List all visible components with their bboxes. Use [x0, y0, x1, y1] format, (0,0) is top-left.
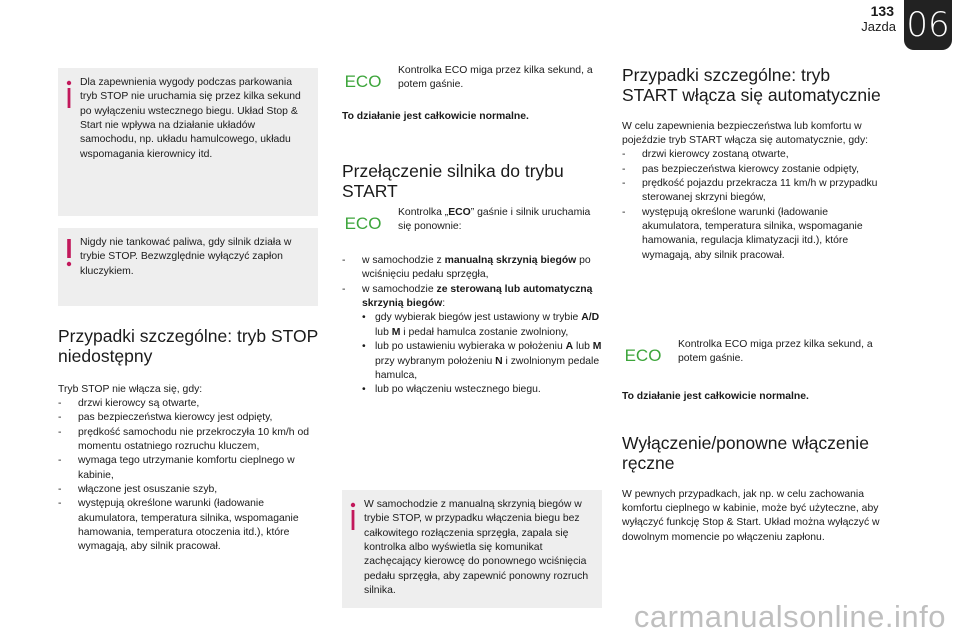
section-start-mode	[342, 162, 604, 202]
list-item: - prędkość pojazdu przekracza 11 km/h w przypadku sterowanej skrzyni biegów,	[622, 177, 884, 206]
manual-toggle-heading: Wyłączenie/ponowne włączenie ręczne	[622, 433, 869, 473]
svg-text:ECO: ECO	[624, 346, 662, 365]
list-item: - wymaga tego utrzymanie komfortu cieplnego w kabinie,	[58, 454, 320, 483]
eco-indicator-icon	[342, 212, 384, 234]
warning-box-refuel	[58, 228, 318, 306]
normal-operation-note: To działanie jest całkowicie normalne.	[342, 111, 529, 122]
svg-text:ECO: ECO	[344, 214, 382, 233]
eco-blink-text: Kontrolka ECO miga przez kilka sekund, a potem gaśnie.	[678, 339, 873, 365]
list-item: - występują określone warunki (ładowanie akumulatora, temperatura silnika, wspomaganie hamowania, regulacja klimatyzacji itd.), które wymagają, aby silnik pracował.	[622, 206, 884, 263]
start-automatic-intro: W celu zapewnienia bezpieczeństwa lub komfortu w pojeździe tryb START włącza się automatycznie, gdy:	[622, 120, 869, 146]
svg-text:ECO: ECO	[344, 72, 382, 91]
chapter-tab: 06	[904, 0, 952, 50]
stop-intro: Tryb STOP nie włącza się, gdy:	[58, 383, 203, 395]
start-conditions-list	[342, 254, 604, 398]
auto-gearbox-list	[362, 311, 604, 397]
manual-toggle-text: W pewnych przypadkach, jak np. w celu zachowania komfortu cieplnego w kabinie, może być użyteczne, aby wyłączyć funkcję Stop & Start. Układ można wyłączyć w dowolnym momencie po włączeniu zapłonu.	[622, 488, 880, 543]
section-start-automatic	[622, 66, 884, 263]
list-item: - w samochodzie ze sterowaną lub automatyczną skrzynią biegów: • gdy wybierak biegów jest ustawiony w trybie A/D lub M i pedał hamulca zostanie zwolniony, • lub po ustawieniu wybieraka w położeniu A lub M przy wybranym położeniu N i zwolnionym pedale hamulca, • lub po włączeniu wstecznego biegu.	[342, 283, 604, 398]
list-item: - włączone jest osuszanie szyb,	[58, 483, 320, 497]
start-conditions	[342, 254, 604, 398]
section-stop-unavailable	[58, 327, 320, 555]
watermark: carmanualsonline.info	[633, 599, 946, 634]
chapter-label: Jazda	[861, 19, 896, 34]
start-automatic-heading: Przypadki szczególne: tryb START włącza się automatycznie	[622, 65, 881, 105]
list-item: - pas bezpieczeństwa kierowcy zostanie odpięty,	[622, 163, 884, 177]
start-automatic-list	[622, 148, 884, 263]
eco-indicator-off	[342, 206, 604, 240]
warning-icon	[62, 236, 76, 268]
warning-box-text: Nigdy nie tankować paliwa, gdy silnik działa w trybie STOP. Bezwzględnie wyłączyć zapłon kluczykiem.	[80, 237, 292, 277]
eco-off-text: Kontrolka „ECO” gaśnie i silnik uruchamia się ponownie:	[398, 207, 591, 233]
list-item: - występują określone warunki (ładowanie akumulatora, temperatura silnika, wspomaganie hamowania, temperatura otoczenia itd.), które wymagają, aby silnik pracował.	[58, 497, 320, 554]
info-box-manual-gearbox	[342, 490, 602, 608]
info-icon	[62, 78, 76, 110]
list-item: • lub po włączeniu wstecznego biegu.	[362, 383, 604, 397]
info-box-text: W samochodzie z manualną skrzynią biegów w trybie STOP, w przypadku włączenia biegu bez całkowitego rozłączenia sprzęgła, zapala się kontrolka albo wyświetla się komunikat zachęcający kierowcę do ponownego wciśnięcia pedału sprzęgła, aby zapewnić ponowny rozruch silnika.	[364, 499, 589, 597]
eco-indicator-blink	[342, 64, 604, 104]
start-mode-heading: Przełączenie silnika do trybu START	[342, 161, 564, 201]
list-item: - w samochodzie z manualną skrzynią biegów po wciśnięciu pedału sprzęgła,	[342, 254, 604, 283]
list-item: - drzwi kierowcy są otwarte,	[58, 397, 320, 411]
stop-unavailable-heading: Przypadki szczególne: tryb STOP niedostępny	[58, 326, 319, 366]
info-box-parking	[58, 68, 318, 216]
info-box-text: Dla zapewnienia wygody podczas parkowania tryb STOP nie uruchamia się przez kilka sekund po wyłączeniu wstecznego biegu. Układ Stop & Start nie wpływa na działanie układów samochodu, np. układu hamulcowego, układu wspomagania kierownicy itd.	[80, 77, 301, 160]
eco-indicator-icon	[622, 344, 664, 366]
page-number: 133	[870, 3, 894, 19]
normal-operation-note: To działanie jest całkowicie normalne.	[622, 391, 809, 402]
info-icon	[346, 500, 360, 532]
stop-conditions-list	[58, 397, 320, 555]
list-item: - prędkość samochodu nie przekroczyła 10 km/h od momentu ostatniego rozruchu kluczem,	[58, 426, 320, 455]
list-item: • lub po ustawieniu wybieraka w położeniu A lub M przy wybranym położeniu N i zwolnionym pedale hamulca,	[362, 340, 604, 383]
list-item: • gdy wybierak biegów jest ustawiony w trybie A/D lub M i pedał hamulca zostanie zwolniony,	[362, 311, 604, 340]
eco-indicator-blink	[622, 338, 884, 378]
section-manual-toggle	[622, 434, 884, 545]
list-item: - drzwi kierowcy zostaną otwarte,	[622, 148, 884, 162]
eco-blink-text: Kontrolka ECO miga przez kilka sekund, a potem gaśnie.	[398, 65, 593, 91]
eco-indicator-icon	[342, 70, 384, 92]
list-item: - pas bezpieczeństwa kierowcy jest odpięty,	[58, 411, 320, 425]
